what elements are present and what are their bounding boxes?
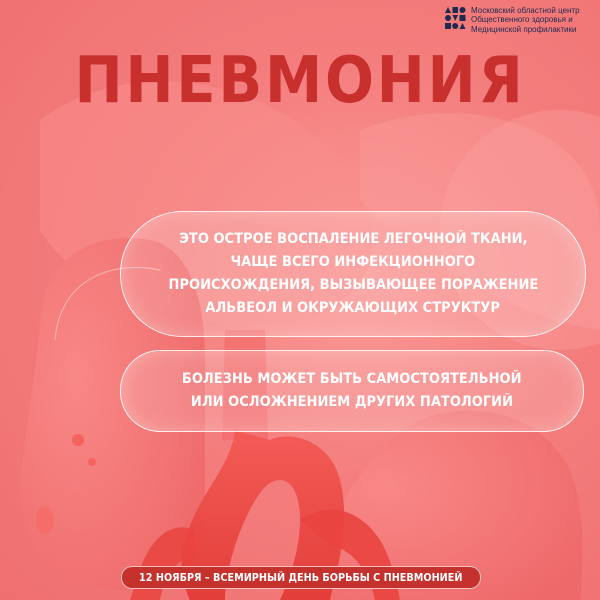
page-title: ПНЕВМОНИЯ <box>74 44 526 118</box>
organization-name-line: Общественного здоровья и <box>471 15 573 25</box>
definition-line: ЭТО ОСТРОЕ ВОСПАЛЕНИЕ ЛЕГОЧНОЙ ТКАНИ, <box>178 231 528 247</box>
alveolus-circle <box>88 458 96 466</box>
definition-line: ПРОИСХОЖДЕНИЯ, ВЫЗЫВАЮЩЕЕ ПОРАЖЕНИЕ <box>168 277 538 293</box>
note-line: БОЛЕЗНЬ МОЖЕТ БЫТЬ САМОСТОЯТЕЛЬНОЙ <box>182 371 522 387</box>
organization-name-line: Московский областной центр <box>471 6 580 15</box>
organization-logo <box>444 6 600 34</box>
organization-name-line: Медицинской профилактики <box>471 24 577 34</box>
note-card <box>120 350 584 432</box>
organization-name <box>471 6 600 34</box>
footer-text: 12 НОЯБРЯ – ВСЕМИРНЫЙ ДЕНЬ БОРЬБЫ С ПНЕВМОНИЕЙ <box>139 571 463 584</box>
note-line: ИЛИ ОСЛОЖНЕНИЕМ ДРУГИХ ПАТОЛОГИЙ <box>190 394 514 410</box>
definition-line: АЛЬВЕОЛ И ОКРУЖАЮЩИХ СТРУКТУР <box>205 300 501 316</box>
definition-line: ЧАЩЕ ВСЕГО ИНФЕКЦИОННОГО <box>230 254 476 270</box>
organization-logo-icon <box>444 6 466 30</box>
alveolus-circle <box>72 434 84 446</box>
footer-banner <box>121 566 481 589</box>
definition-card <box>120 211 586 337</box>
alveolus-circle <box>36 506 54 534</box>
